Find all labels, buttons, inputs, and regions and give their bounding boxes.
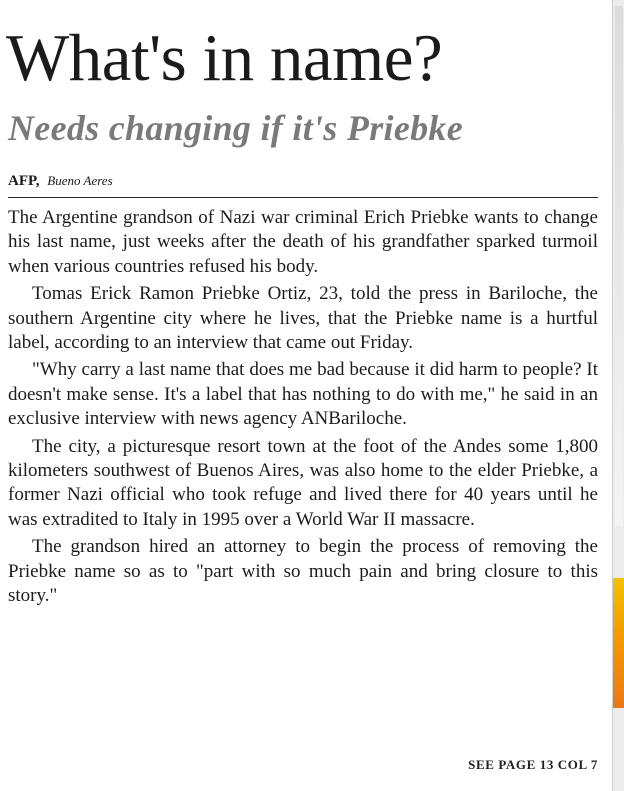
article-paragraph: Tomas Erick Ramon Priebke Ortiz, 23, told the press in Bariloche, the southern Argentine city where he lives, that the Priebke name is a hurtful label, according to an interview that came out Friday. <box>8 283 598 354</box>
article-paragraph: The city, a picturesque resort town at the foot of the Andes some 1,800 kilometers southwest of Buenos Aires, was also home to the elder Priebke, a former Nazi official who took refuge and lived there for 40 years until he was extradited to Italy in 1995 over a World War II massacre. <box>8 435 598 530</box>
subheadline: Needs changing if it's Priebke <box>8 108 463 148</box>
adjacent-column-edge <box>612 0 624 791</box>
continuation-jump-line: SEE PAGE 13 COL 7 <box>468 757 598 772</box>
article-paragraph: "Why carry a last name that does me bad because it did harm to people? It doesn't make sense. It's a label that has nothing to do with me," he said in an exclusive interview with news agency ANBariloche. <box>8 359 598 430</box>
adjacent-column-shade <box>615 6 623 526</box>
byline <box>8 171 598 198</box>
article-paragraph: The Argentine grandson of Nazi war criminal Erich Priebke wants to change his last name, just weeks after the death of his grandfather sparked turmoil when various countries refused his body. <box>8 207 598 277</box>
article-paragraph: The grandson hired an attorney to begin the process of removing the Priebke name so as to "part with so much pain and bring closure to this story." <box>8 536 598 607</box>
headline: What's in name? <box>6 21 443 95</box>
byline-agency: AFP, <box>8 173 40 189</box>
byline-location: Bueno Aeres <box>47 173 113 188</box>
article-body <box>8 206 598 612</box>
adjacent-color-block <box>613 578 624 708</box>
